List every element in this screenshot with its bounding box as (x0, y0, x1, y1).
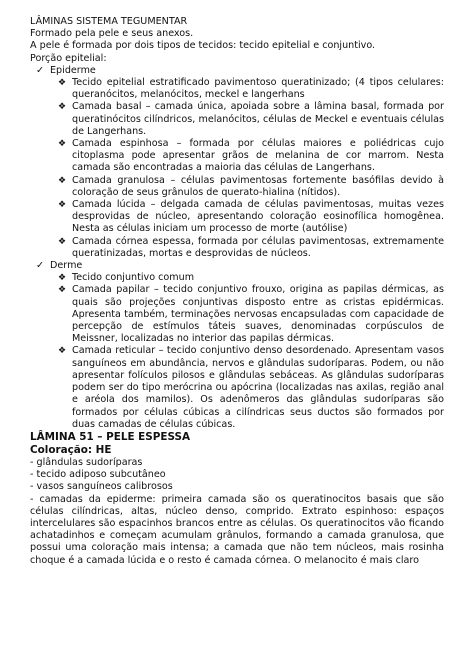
list-item-text: Camada lúcida – delgada camada de células pavimentosas, muitas vezes desprovidas de núcleo, apresentando coloração eosinofílica homogênea. Nesta as células iniciam um processo de morte (autólise) (72, 199, 444, 235)
diamond-bullet-icon: ❖ (58, 139, 67, 150)
intro-line: Porção epitelial: (30, 52, 107, 64)
detail-line: - vasos sanguíneos calibrosos (30, 481, 173, 493)
detail-paragraph: - camadas da epiderme: primeira camada são os queratinocitos basais que são células cilíndricas, altas, núcleo denso, comprido. Extrato espinhoso: espaços intercelulares são espacinhos brancos entre as células. Os queratinocitos vão ficando achatadinhos e começam acumulam grânulos, formando a camada granulosa, que possui uma coloração mais intensa; a camada que não tem núcleos, mais rosinha choque é a camada lúcida e o resto é camada córnea. O melanocito é mais claro (30, 493, 444, 566)
list-item-text: Camada reticular – tecido conjuntivo denso desordenado. Apresentam vasos sanguíneos em abundância, nervos e glândulas sudoríparas. Podem, ou não apresentar folículos pilosos e glândulas sebáceas. As glândulas sudoríparas podem ser do tipo merócrina ou apócrina (localizadas nas axilas, região anal e aréola dos mamilos). Os adenômeros das glândulas sudoríparas são formados por células cúbicas a cilíndricas seus ductos são formados por duas camadas de células cúbicas. (72, 345, 444, 430)
section-label: Derme (50, 260, 83, 272)
checkmark-icon: ✓ (36, 260, 45, 272)
diamond-bullet-icon: ❖ (58, 175, 67, 186)
diamond-bullet-icon: ❖ (58, 78, 67, 89)
section-epiderme (36, 65, 444, 77)
list-item-text: Camada granulosa – células pavimentosas fortemente basófilas devido à coloração de seus grânulos de querato-hialina (nítidos). (72, 174, 444, 198)
section-heading: LÂMINA 51 – PELE ESPESSA (30, 430, 190, 443)
list-item (58, 345, 444, 430)
list-item-text: Camada basal – camada única, apoiada sobre a lâmina basal, formada por queratinócitos cilíndricos, melanócitos, células de Meckel e eventuais células de Langerhans. (72, 101, 444, 137)
list-item (58, 199, 444, 236)
section-label: Epiderme (50, 64, 96, 76)
list-item (58, 236, 444, 260)
document-title: LÂMINAS SISTEMA TEGUMENTAR (30, 16, 188, 27)
detail-line: - glândulas sudoríparas (30, 456, 143, 468)
detail-line: - tecido adiposo subcutâneo (30, 469, 166, 481)
staining-heading: Coloração: HE (30, 443, 112, 456)
diamond-bullet-icon: ❖ (58, 285, 67, 296)
list-item (58, 272, 444, 284)
list-item (58, 138, 444, 175)
intro-line: Formado pela pele e seus anexos. (30, 28, 194, 40)
list-item (58, 77, 444, 101)
list-item (58, 175, 444, 199)
list-item (58, 101, 444, 138)
checkmark-icon: ✓ (36, 64, 45, 76)
list-item (58, 284, 444, 345)
section-derme (36, 260, 444, 272)
intro-line: A pele é formada por dois tipos de tecidos: tecido epitelial e conjuntivo. (30, 40, 376, 52)
diamond-bullet-icon: ❖ (58, 273, 67, 284)
list-item-text: Tecido conjuntivo comum (72, 272, 195, 284)
list-item-text: Camada papilar – tecido conjuntivo frouxo, origina as papilas dérmicas, as quais são projeções conjuntivas disposto entre as cristas epidérmicas. Apresenta também, terminações nervosas encapsuladas com capacidade de percepção de estímulos táteis suaves, denominadas corpúsculos de Meissner, localizadas no interior das papilas dérmicas. (72, 284, 444, 345)
diamond-bullet-icon: ❖ (58, 236, 67, 247)
list-item-text: Camada espinhosa – formada por células maiores e poliédricas cujo citoplasma pode apresentar grãos de melanina de cor marrom. Nesta camada são encontradas a maioria das células de Langerhans. (72, 138, 444, 174)
list-item-text: Camada córnea espessa, formada por células pavimentosas, extremamente queratinizadas, mortas e desprovidas de núcleos. (72, 235, 444, 259)
list-item-text: Tecido epitelial estratificado pavimentoso queratinizado; (4 tipos celulares: queranócitos, melanócitos, meckel e langerhans (72, 77, 444, 101)
diamond-bullet-icon: ❖ (58, 102, 67, 113)
diamond-bullet-icon: ❖ (58, 346, 67, 357)
diamond-bullet-icon: ❖ (58, 200, 67, 211)
